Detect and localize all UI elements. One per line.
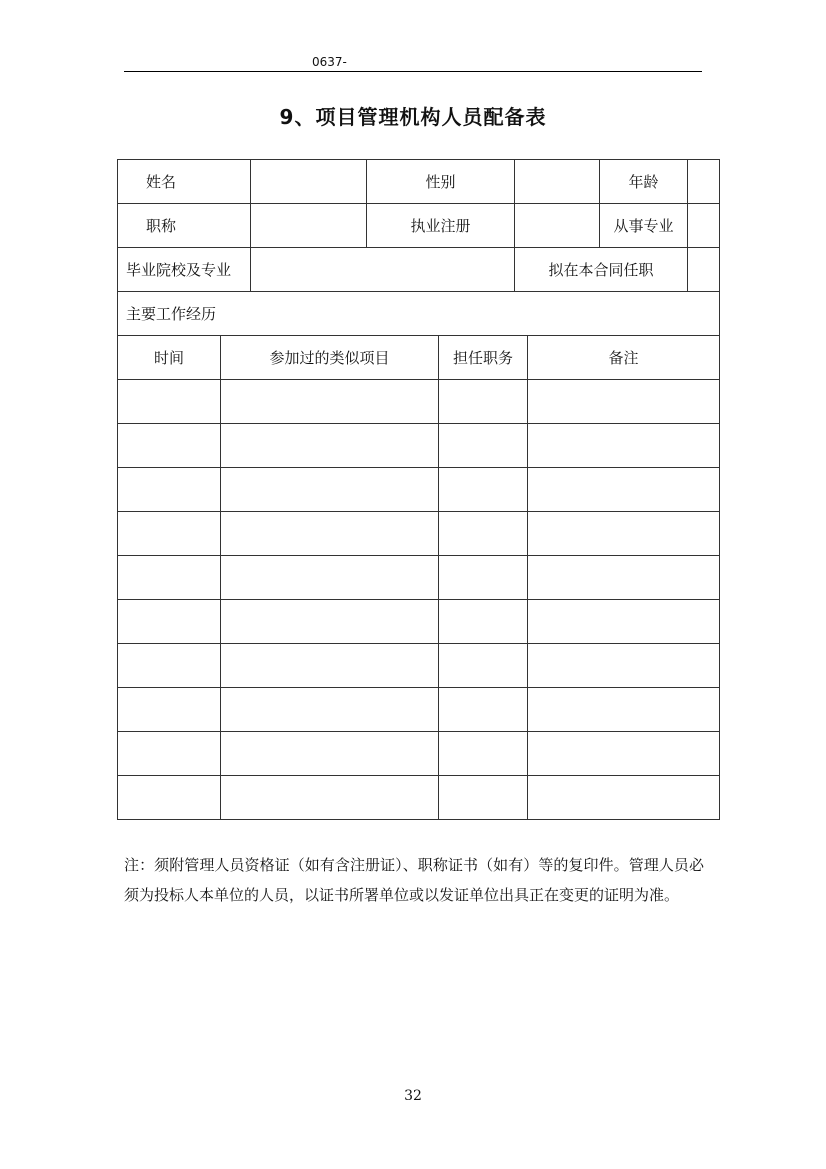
- registration-label: 执业注册: [367, 204, 515, 248]
- project-cell[interactable]: [221, 512, 439, 556]
- name-field[interactable]: [251, 160, 367, 204]
- title-label: 职称: [118, 204, 251, 248]
- table-row: [118, 512, 720, 556]
- remark-cell[interactable]: [528, 688, 720, 732]
- table-row: [118, 644, 720, 688]
- time-cell[interactable]: [118, 688, 221, 732]
- project-cell[interactable]: [221, 600, 439, 644]
- role-cell[interactable]: [439, 732, 528, 776]
- registration-field[interactable]: [515, 204, 600, 248]
- remark-cell[interactable]: [528, 424, 720, 468]
- project-cell[interactable]: [221, 688, 439, 732]
- info-row-2: [118, 204, 720, 248]
- role-cell[interactable]: [439, 644, 528, 688]
- table-row: [118, 600, 720, 644]
- role-cell[interactable]: [439, 600, 528, 644]
- project-cell[interactable]: [221, 644, 439, 688]
- column-header-project: 参加过的类似项目: [221, 336, 439, 380]
- time-cell[interactable]: [118, 512, 221, 556]
- remark-cell[interactable]: [528, 600, 720, 644]
- time-cell[interactable]: [118, 600, 221, 644]
- remark-cell[interactable]: [528, 556, 720, 600]
- project-cell[interactable]: [221, 732, 439, 776]
- table-row: [118, 424, 720, 468]
- time-cell[interactable]: [118, 380, 221, 424]
- position-field[interactable]: [688, 248, 720, 292]
- experience-header-row: [118, 336, 720, 380]
- school-field[interactable]: [251, 248, 515, 292]
- table-row: [118, 468, 720, 512]
- time-cell[interactable]: [118, 468, 221, 512]
- role-cell[interactable]: [439, 556, 528, 600]
- remark-cell[interactable]: [528, 468, 720, 512]
- column-header-remark: 备注: [528, 336, 720, 380]
- project-cell[interactable]: [221, 380, 439, 424]
- remark-cell[interactable]: [528, 644, 720, 688]
- specialty-field[interactable]: [688, 204, 720, 248]
- info-row-3: [118, 248, 720, 292]
- table-row: [118, 380, 720, 424]
- role-cell[interactable]: [439, 468, 528, 512]
- column-header-time: 时间: [118, 336, 221, 380]
- role-cell[interactable]: [439, 424, 528, 468]
- remark-cell[interactable]: [528, 380, 720, 424]
- time-cell[interactable]: [118, 732, 221, 776]
- time-cell[interactable]: [118, 556, 221, 600]
- page-number: 32: [404, 1088, 422, 1104]
- age-field[interactable]: [688, 160, 720, 204]
- personnel-form-table: [117, 159, 720, 820]
- document-code: 0637-: [312, 55, 347, 69]
- header-rule: [124, 71, 702, 72]
- remark-cell[interactable]: [528, 732, 720, 776]
- table-row: [118, 556, 720, 600]
- school-label: 毕业院校及专业: [118, 248, 251, 292]
- specialty-label: 从事专业: [600, 204, 688, 248]
- remark-cell[interactable]: [528, 776, 720, 820]
- role-cell[interactable]: [439, 512, 528, 556]
- experience-label: 主要工作经历: [118, 292, 720, 336]
- table-row: [118, 776, 720, 820]
- time-cell[interactable]: [118, 644, 221, 688]
- project-cell[interactable]: [221, 556, 439, 600]
- gender-field[interactable]: [515, 160, 600, 204]
- page-title: 9、项目管理机构人员配备表: [279, 105, 547, 129]
- table-row: [118, 688, 720, 732]
- role-cell[interactable]: [439, 688, 528, 732]
- age-label: 年龄: [600, 160, 688, 204]
- experience-rows: [118, 380, 720, 820]
- time-cell[interactable]: [118, 424, 221, 468]
- project-cell[interactable]: [221, 424, 439, 468]
- gender-label: 性别: [367, 160, 515, 204]
- experience-heading-row: [118, 292, 720, 336]
- role-cell[interactable]: [439, 776, 528, 820]
- table-row: [118, 732, 720, 776]
- project-cell[interactable]: [221, 468, 439, 512]
- position-label: 拟在本合同任职: [515, 248, 688, 292]
- footnote: 注：须附管理人员资格证（如有含注册证）、职称证书（如有）等的复印件。管理人员必须为投标人本单位的人员，以证书所署单位或以发证单位出具正在变更的证明为准。: [124, 856, 704, 904]
- remark-cell[interactable]: [528, 512, 720, 556]
- role-cell[interactable]: [439, 380, 528, 424]
- info-row-1: [118, 160, 720, 204]
- name-label: 姓名: [118, 160, 251, 204]
- title-field[interactable]: [251, 204, 367, 248]
- time-cell[interactable]: [118, 776, 221, 820]
- project-cell[interactable]: [221, 776, 439, 820]
- column-header-role: 担任职务: [439, 336, 528, 380]
